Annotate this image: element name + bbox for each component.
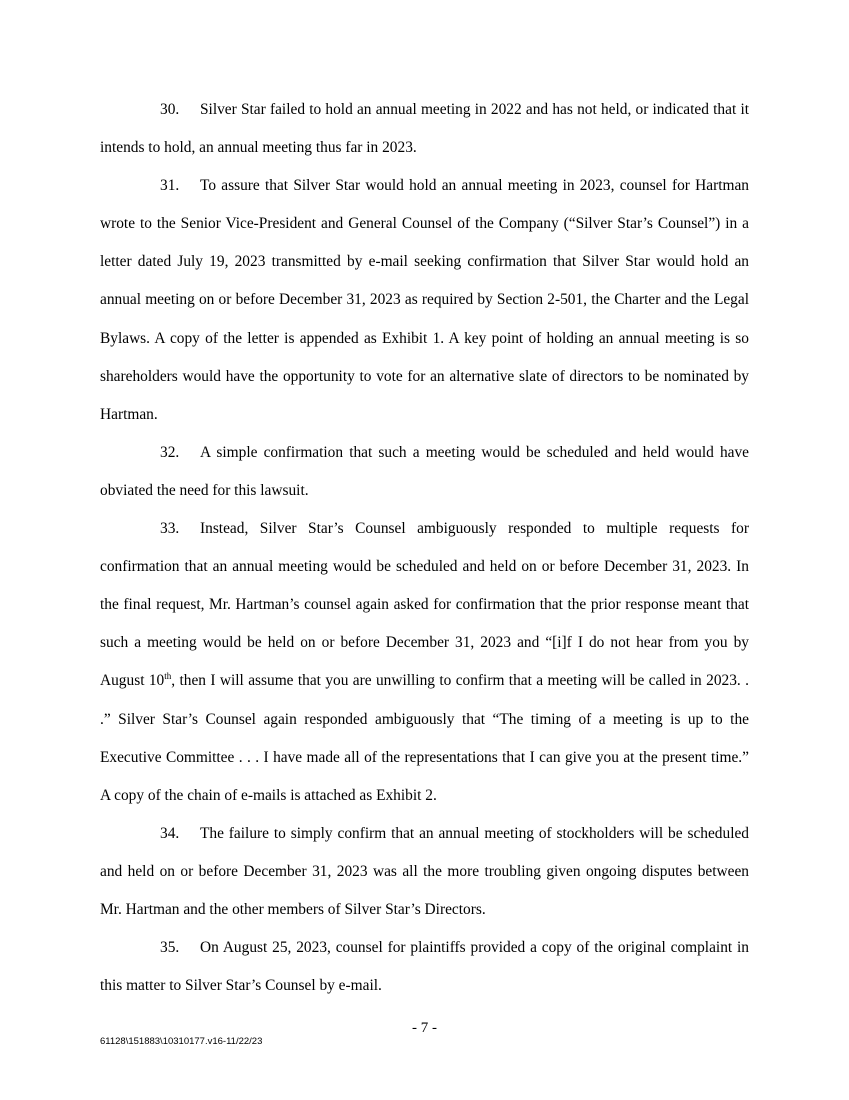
paragraph-text: Silver Star failed to hold an annual meeting in 2022 and has not held, or indicated that it intends to hold, an annual meeting thus far in 2023. — [100, 101, 749, 157]
paragraph-text-after: , then I will assume that you are unwilling to confirm that a meeting will be called in 2023. . .” Silver Star’s Counsel again responded ambiguously that “The timing of a meeting is up to the Executive Committee . . . I have made all of the representations that I can give you at the present time.” A copy of the chain of e-mails is attached as Exhibit 2. — [100, 672, 749, 804]
paragraph-text: To assure that Silver Star would hold an annual meeting in 2023, counsel for Hartman wrote to the Senior Vice-President and General Counsel of the Company (“Silver Star’s Counsel”) in a letter dated July 19, 2023 transmitted by e-mail seeking confirmation that Silver Star would hold an annual meeting on or before December 31, 2023 as required by Section 2-501, the Charter and the Legal Bylaws. A copy of the letter is appended as Exhibit 1. A key point of holding an annual meeting is so shareholders would have the opportunity to vote for an alternative slate of directors to be nominated by Hartman. — [100, 177, 749, 423]
paragraph-number: 34. — [160, 824, 180, 842]
paragraph-34 — [100, 815, 749, 929]
paragraph-32 — [100, 434, 749, 510]
paragraph-number: 30. — [160, 101, 180, 118]
paragraph-number: 32. — [160, 443, 180, 461]
paragraph-30 — [100, 91, 749, 167]
paragraph-31 — [100, 167, 749, 434]
paragraph-text: On August 25, 2023, counsel for plaintiffs provided a copy of the original complaint in this matter to Silver Star’s Counsel by e-mail. — [100, 939, 749, 995]
paragraph-text-before: Instead, Silver Star’s Counsel ambiguously responded to multiple requests for confirmation that an annual meeting would be scheduled and held on or before December 31, 2023. In the final request, Mr. Hartman’s counsel again asked for confirmation that the prior response meant that such a meeting would be held on or before December 31, 2023 and “[i]f I do not hear from you by August 10 — [100, 520, 749, 690]
paragraph-number: 35. — [160, 939, 180, 957]
paragraph-number: 31. — [160, 177, 180, 195]
paragraph-33 — [100, 510, 749, 815]
paragraph-number: 33. — [160, 520, 180, 538]
paragraph-text: A simple confirmation that such a meeting would be scheduled and held would have obviated the need for this lawsuit. — [100, 443, 749, 499]
document-body — [100, 91, 749, 1005]
document-id: 61128\151883\10310177.v16-11/22/23 — [100, 1036, 263, 1047]
ordinal-superscript: th — [164, 671, 172, 682]
page-number: - 7 - — [412, 1020, 437, 1036]
paragraph-35 — [100, 929, 749, 1005]
paragraph-text: The failure to simply confirm that an annual meeting of stockholders will be scheduled and held on or before December 31, 2023 was all the more troubling given ongoing disputes between Mr. Hartman and the other members of Silver Star’s Directors. — [100, 824, 749, 918]
